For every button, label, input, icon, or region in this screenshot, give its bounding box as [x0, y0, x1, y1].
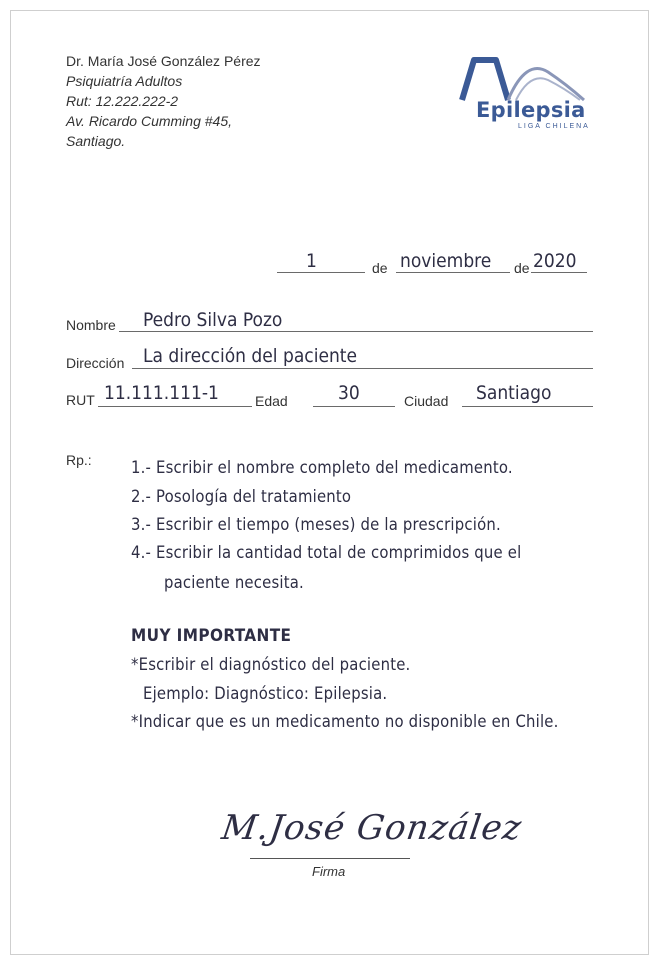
city-line: [462, 406, 593, 407]
patient-city: Santiago: [476, 382, 552, 404]
doctor-header: [66, 51, 261, 151]
age-line: [313, 406, 395, 407]
patient-address: La dirección del paciente: [143, 345, 358, 367]
rut-label: RUT: [66, 392, 95, 408]
age-label: Edad: [255, 393, 288, 409]
signature-line: [250, 858, 410, 859]
patient-name: Pedro Silva Pozo: [143, 309, 283, 331]
note-item: Ejemplo: Diagnóstico: Epilepsia.: [143, 684, 388, 703]
doctor-rut: Rut: 12.222.222-2: [66, 93, 179, 109]
city-label: Ciudad: [404, 393, 449, 409]
note-item: *Indicar que es un medicamento no disponible en Chile.: [131, 712, 559, 731]
address-line: [132, 368, 593, 369]
date-day: 1: [306, 250, 317, 272]
rx-item: 3.- Escribir el tiempo (meses) de la prescripción.: [131, 515, 501, 534]
doctor-name: Dr. María José González Pérez: [66, 53, 261, 69]
date-day-line: [277, 272, 365, 273]
date-month-line: [396, 272, 510, 273]
rx-item: 4.- Escribir la cantidad total de comprimidos que el: [131, 543, 522, 562]
patient-age: 30: [338, 382, 360, 404]
date-sep-1: de: [372, 260, 388, 276]
date-sep-2: de: [514, 260, 530, 276]
signature-label: Firma: [312, 864, 346, 879]
signature: M.José González: [219, 808, 525, 848]
date-year-line: [531, 272, 587, 273]
epilepsia-logo: [456, 54, 594, 134]
doctor-address: Av. Ricardo Cumming #45,: [66, 113, 232, 129]
doctor-city: Santiago.: [66, 133, 126, 149]
name-label: Nombre: [66, 317, 116, 333]
rut-line: [98, 406, 252, 407]
date-year: 2020: [533, 250, 577, 272]
logo-arch-icon: [456, 54, 594, 104]
rx-item: paciente necesita.: [164, 573, 304, 592]
address-label: Dirección: [66, 355, 125, 371]
date-month: noviembre: [400, 250, 492, 272]
note-item: *Escribir el diagnóstico del paciente.: [131, 655, 411, 674]
important-title: MUY IMPORTANTE: [131, 626, 292, 646]
logo-sub-text: LIGA CHILENA: [518, 123, 590, 130]
patient-rut: 11.111.111-1: [104, 382, 219, 404]
rx-item: 2.- Posología del tratamiento: [131, 487, 352, 506]
logo-main-text: Epilepsia: [476, 98, 586, 122]
doctor-specialty: Psiquiatría Adultos: [66, 73, 183, 89]
rp-label: Rp.:: [66, 452, 92, 468]
name-line: [119, 331, 593, 332]
rx-item: 1.- Escribir el nombre completo del medicamento.: [131, 458, 513, 477]
